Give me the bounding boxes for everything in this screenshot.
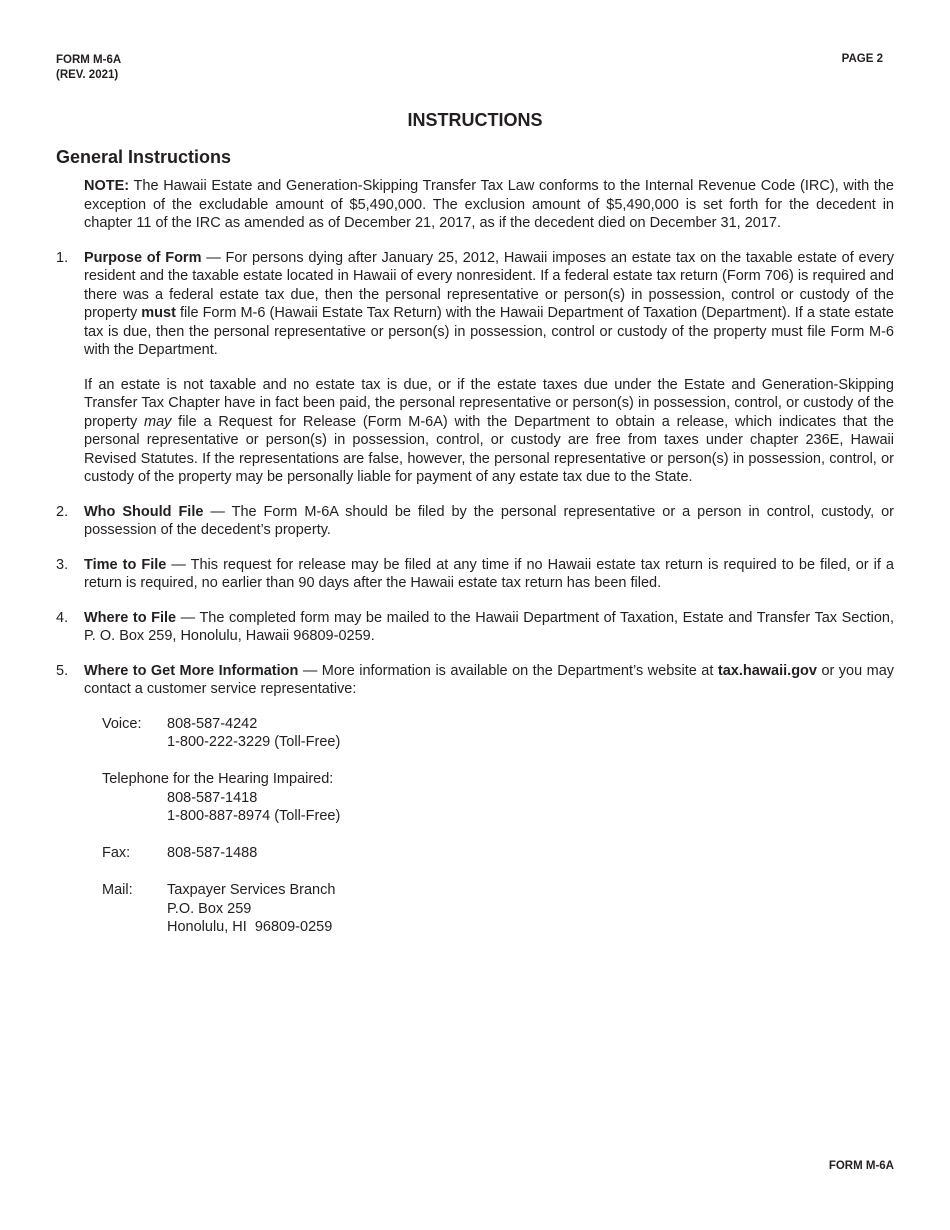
note-label: NOTE: <box>84 178 130 194</box>
contact-hearing-impaired <box>102 770 894 826</box>
list-item-who-should-file <box>56 503 894 540</box>
contact-voice <box>102 715 894 752</box>
form-footer: FORM M-6A <box>828 1160 894 1172</box>
item-number: 5. <box>56 662 69 679</box>
note-paragraph <box>84 177 894 233</box>
page-title: INSTRUCTIONS <box>407 110 543 130</box>
section-title: General Instructions <box>56 147 232 167</box>
list-item-where-to-file <box>56 609 894 646</box>
contact-values <box>167 881 335 937</box>
contact-mail <box>102 881 894 937</box>
form-id: FORM M-6A <box>56 54 122 66</box>
item-heading: Who Should File <box>84 503 204 520</box>
phone-number: 808-587-1418 <box>167 789 258 806</box>
item-text: file a Request for Release (Form M-6A) with the Department to obtain a release, which indicates that the personal representative or person(s) in possession, control, or custody are free from taxes under chapter 236E, Hawaii Revised Statutes. If the representations are false, however, the personal representative or person(s) in possession, control, or custody of the property may be personally liable for payment of any estate tax due to the State. <box>84 413 894 485</box>
item-paragraph <box>84 662 894 699</box>
item-heading: Time to File <box>84 556 167 573</box>
item-paragraph <box>84 609 894 646</box>
contact-values <box>167 715 340 752</box>
mail-line: Honolulu, HI 96809-0259 <box>167 919 333 935</box>
item-text: — The completed form may be mailed to the Hawaii Department of Taxation, Estate and Transfer Tax Section, P. O. Box 259, Honolulu, Hawaii 96809-0259. <box>84 609 894 644</box>
fax-number: 808-587-1488 <box>167 845 258 861</box>
page-number: PAGE 2 <box>841 53 883 65</box>
item-text: — The Form M-6A should be filed by the personal representative or a person in control, custody, or possession of the decedent’s property. <box>84 503 894 538</box>
phone-number-toll-free: 1-800-222-3229 (Toll-Free) <box>167 734 341 750</box>
instructions-body <box>56 177 895 955</box>
phone-number-toll-free: 1-800-887-8974 (Toll-Free) <box>167 808 341 824</box>
list-item-time-to-file <box>56 556 895 593</box>
item-emphasis: must <box>141 305 176 321</box>
item-emphasis: may <box>143 413 172 430</box>
item-text: file Form M-6 (Hawaii Estate Tax Return) with the Hawaii Department of Taxation (Department). If a state estate tax is due, then the personal representative or person(s) in possession, control or custody of the property must file Form M-6 with the Department. <box>84 305 894 358</box>
item-paragraph <box>84 556 894 593</box>
contact-label: Fax: <box>102 845 131 861</box>
contact-values <box>102 789 894 826</box>
note-text: The Hawaii Estate and Generation-Skipping Transfer Tax Law conforms to the Internal Revenue Code (IRC), with the exception of the excludable amount of $5,490,000. The exclusion amount of $5,490,000 is set forth for the decedent in chapter 11 of the IRC as amended as of December 21, 2017, as if the decedent died on December 31, 2017. <box>84 178 894 231</box>
contact-list <box>102 715 894 937</box>
item-text: — This request for release may be filed at any time if no Hawaii estate tax return is required to be filed, or if a return is required, no earlier than 90 days after the Hawaii estate tax return has been filed. <box>84 556 895 591</box>
contact-fax <box>102 844 894 863</box>
item-paragraph <box>84 503 894 540</box>
item-heading: Where to File <box>84 609 177 626</box>
contact-values <box>167 844 257 863</box>
item-number: 2. <box>56 503 69 520</box>
item-paragraph-2 <box>84 376 894 487</box>
form-header <box>56 53 121 83</box>
mail-line: Taxpayer Services Branch <box>167 882 336 898</box>
item-text: or you may contact a customer service representative: <box>84 662 895 697</box>
list-item-more-information <box>56 662 895 937</box>
item-text: — More information is available on the Department’s website at <box>298 662 718 679</box>
contact-label: Mail: <box>102 882 133 898</box>
contact-label: Voice: <box>102 715 142 732</box>
item-number: 3. <box>56 556 69 573</box>
item-number: 1. <box>56 249 69 266</box>
item-heading: Where to Get More Information <box>84 662 299 679</box>
list-item-purpose <box>56 249 894 487</box>
website-link[interactable]: tax.hawaii.gov <box>717 662 817 679</box>
contact-label: Telephone for the Hearing Impaired: <box>102 771 334 787</box>
mail-line: P.O. Box 259 <box>167 900 252 917</box>
phone-number: 808-587-4242 <box>167 715 258 732</box>
item-paragraph <box>84 249 894 360</box>
item-heading: Purpose of Form <box>84 249 202 266</box>
form-revision: (REV. 2021) <box>56 69 119 81</box>
item-text: — For persons dying after January 25, 2012, Hawaii imposes an estate tax on the taxable estate of every resident and the taxable estate located in Hawaii of every nonresident. If a federal estate tax return (Form 706) is required and there was a federal estate tax due, then the personal representative or person(s) in possession, control or custody of the property <box>84 249 894 321</box>
item-text: If an estate is not taxable and no estate tax is due, or if the estate taxes due under the Estate and Generation-Skipping Transfer Tax Chapter have in fact been paid, the personal representative or person(s) in possession, control, or custody of the property <box>84 376 894 430</box>
item-number: 4. <box>56 609 69 626</box>
